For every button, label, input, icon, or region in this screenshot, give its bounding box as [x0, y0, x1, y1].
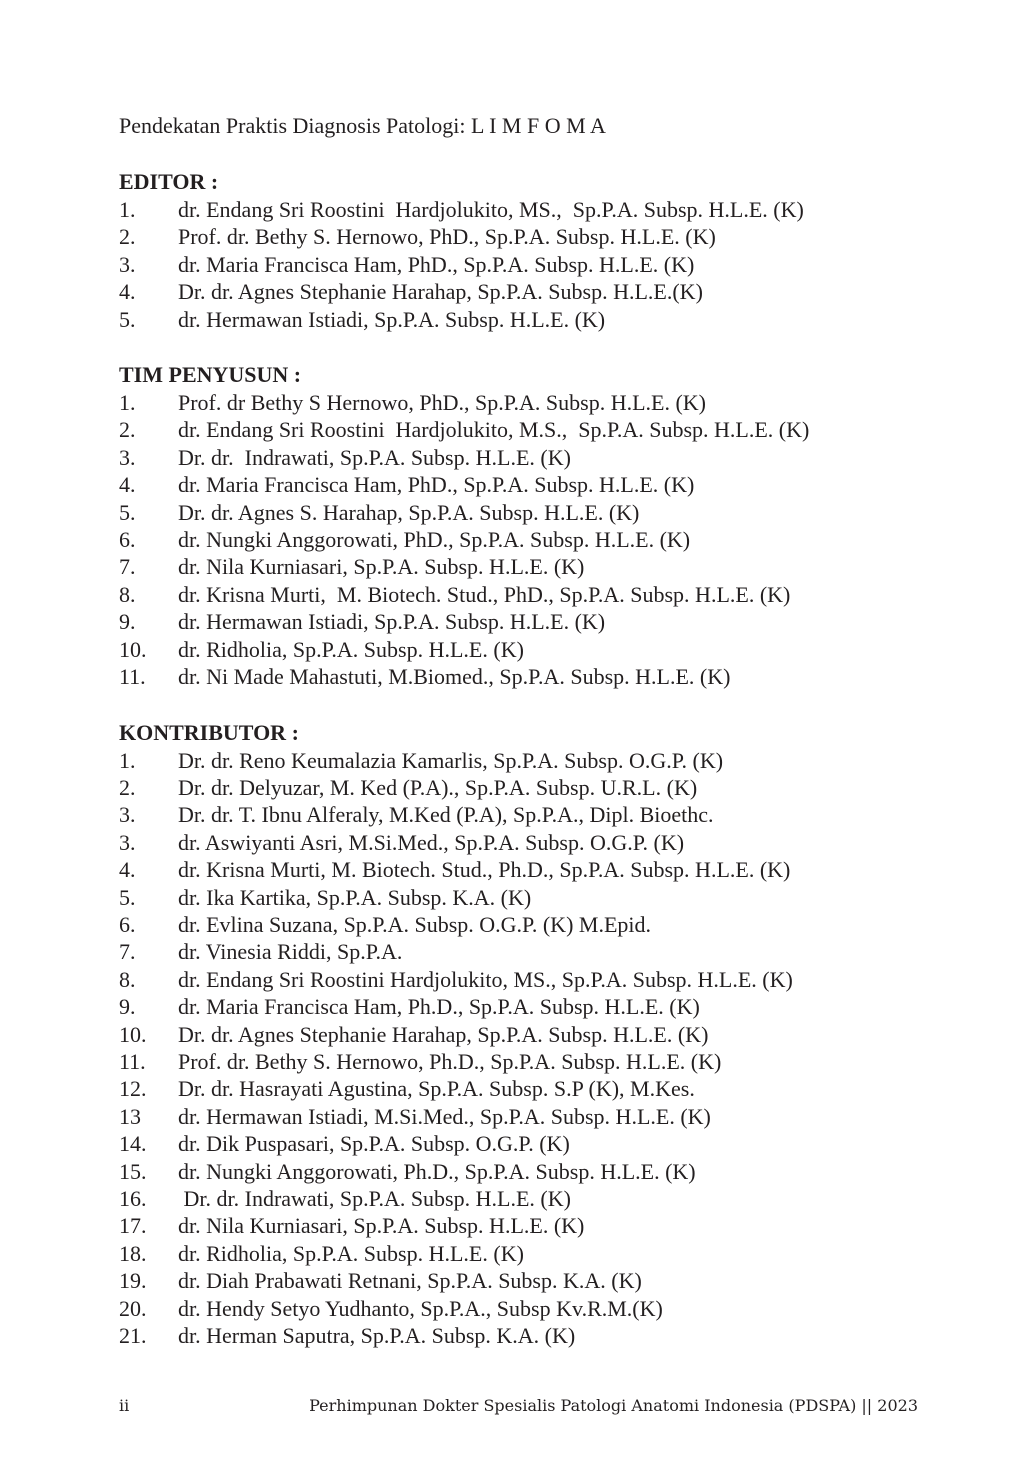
- item-number: 21.: [119, 1323, 147, 1349]
- list-item: [119, 389, 979, 416]
- item-name: dr. Diah Prabawati Retnani, Sp.P.A. Subsp. K.A. (K): [178, 1268, 642, 1294]
- book-title: Pendekatan Praktis Diagnosis Patologi: L I M F O M A: [119, 113, 606, 138]
- item-number: 3.: [119, 444, 136, 470]
- list-item: [119, 1130, 979, 1157]
- item-name: Dr. dr. Indrawati, Sp.P.A. Subsp. H.L.E. (K): [178, 1186, 571, 1211]
- list-item: [119, 223, 979, 250]
- item-number: 6.: [119, 527, 136, 553]
- list-item: [119, 196, 979, 223]
- item-number: 1.: [119, 390, 136, 416]
- list-item: [119, 1048, 979, 1075]
- item-name: Dr. dr. Reno Keumalazia Kamarlis, Sp.P.A. Subsp. O.G.P. (K): [178, 747, 724, 773]
- list-item: [119, 306, 979, 333]
- item-name: dr. Ridholia, Sp.P.A. Subsp. H.L.E. (K): [178, 636, 524, 662]
- item-number: 19.: [119, 1268, 147, 1294]
- list-item: [119, 278, 979, 305]
- item-number: 3.: [119, 251, 136, 277]
- list-item: [119, 471, 979, 498]
- item-name: dr. Krisna Murti, M. Biotech. Stud., Ph.D., Sp.P.A. Subsp. H.L.E. (K): [178, 857, 791, 883]
- item-name: dr. Hermawan Istiadi, Sp.P.A. Subsp. H.L.E. (K): [178, 609, 606, 635]
- item-name: dr. Nungki Anggorowati, PhD., Sp.P.A. Subsp. H.L.E. (K): [178, 527, 691, 553]
- item-name: Prof. dr Bethy S Hernowo, PhD., Sp.P.A. Subsp. H.L.E. (K): [178, 390, 707, 416]
- list-item: [119, 774, 979, 801]
- list-item: [119, 938, 979, 965]
- item-name: Dr. dr. Delyuzar, M. Ked (P.A)., Sp.P.A. Subsp. U.R.L. (K): [178, 774, 698, 800]
- name-list: [119, 389, 979, 690]
- item-name: dr. Vinesia Riddi, Sp.P.A.: [178, 939, 403, 965]
- item-number: 18.: [119, 1240, 147, 1266]
- list-item: [119, 1158, 979, 1185]
- list-item: [119, 966, 979, 993]
- item-number: 4.: [119, 472, 136, 498]
- list-item: [119, 1322, 979, 1349]
- list-item: [119, 1021, 979, 1048]
- list-item: [119, 499, 979, 526]
- section-editor: [119, 168, 979, 333]
- list-item: [119, 993, 979, 1020]
- list-item: [119, 251, 979, 278]
- list-item: [119, 1103, 979, 1130]
- item-number: 14.: [119, 1131, 147, 1157]
- list-item: [119, 1240, 979, 1267]
- item-name: dr. Hermawan Istiadi, M.Si.Med., Sp.P.A. Subsp. H.L.E. (K): [178, 1103, 711, 1129]
- item-number: 7.: [119, 554, 136, 580]
- item-number: 6.: [119, 911, 136, 937]
- name-list: [119, 196, 979, 333]
- item-number: 2.: [119, 224, 136, 250]
- item-number: 11.: [119, 1048, 146, 1074]
- item-name: dr. Maria Francisca Ham, Ph.D., Sp.P.A. Subsp. H.L.E. (K): [178, 994, 700, 1020]
- item-number: 15.: [119, 1158, 147, 1184]
- list-item: [119, 1075, 979, 1102]
- item-number: 9.: [119, 994, 136, 1020]
- item-name: dr. Endang Sri Roostini Hardjolukito, MS., Sp.P.A. Subsp. H.L.E. (K): [178, 966, 793, 992]
- item-name: dr. Nila Kurniasari, Sp.P.A. Subsp. H.L.E. (K): [178, 554, 585, 580]
- item-number: 2.: [119, 774, 136, 800]
- item-number: 1.: [119, 747, 136, 773]
- item-name: dr. Maria Francisca Ham, PhD., Sp.P.A. Subsp. H.L.E. (K): [178, 472, 695, 498]
- footer-publisher: Perhimpunan Dokter Spesialis Patologi Anatomi Indonesia (PDSPA) || 2023: [309, 1396, 918, 1415]
- list-item: [119, 829, 979, 856]
- item-name: dr. Ridholia, Sp.P.A. Subsp. H.L.E. (K): [178, 1240, 524, 1266]
- item-number: 13: [119, 1103, 141, 1129]
- item-number: 12.: [119, 1076, 147, 1102]
- item-name: dr. Nila Kurniasari, Sp.P.A. Subsp. H.L.E. (K): [178, 1213, 585, 1239]
- list-item: [119, 856, 979, 883]
- item-name: dr. Nungki Anggorowati, Ph.D., Sp.P.A. Subsp. H.L.E. (K): [178, 1158, 696, 1184]
- section-kontributor: [119, 719, 979, 1350]
- item-name: dr. Endang Sri Roostini Hardjolukito, M.S., Sp.P.A. Subsp. H.L.E. (K): [178, 417, 810, 443]
- section-heading: KONTRIBUTOR :: [119, 719, 299, 745]
- list-item: [119, 663, 979, 690]
- list-item: [119, 911, 979, 938]
- list-item: [119, 608, 979, 635]
- list-item: [119, 1185, 979, 1212]
- page-content: [119, 112, 979, 1349]
- item-name: dr. Endang Sri Roostini Hardjolukito, MS., Sp.P.A. Subsp. H.L.E. (K): [178, 197, 804, 222]
- list-item: [119, 553, 979, 580]
- item-name: dr. Aswiyanti Asri, M.Si.Med., Sp.P.A. Subsp. O.G.P. (K): [178, 829, 685, 855]
- item-name: dr. Hermawan Istiadi, Sp.P.A. Subsp. H.L.E. (K): [178, 306, 606, 332]
- item-name: dr. Maria Francisca Ham, PhD., Sp.P.A. Subsp. H.L.E. (K): [178, 251, 695, 277]
- item-number: 4.: [119, 279, 136, 305]
- item-name: Dr. dr. Indrawati, Sp.P.A. Subsp. H.L.E. (K): [178, 444, 571, 470]
- sections-container: [119, 168, 979, 1349]
- item-number: 2.: [119, 417, 136, 443]
- list-item: [119, 416, 979, 443]
- item-number: 17.: [119, 1213, 147, 1239]
- item-name: Dr. dr. T. Ibnu Alferaly, M.Ked (P.A), Sp.P.A., Dipl. Bioethc.: [178, 802, 714, 828]
- item-number: 9.: [119, 609, 136, 635]
- item-number: 7.: [119, 939, 136, 965]
- item-name: dr. Evlina Suzana, Sp.P.A. Subsp. O.G.P. (K) M.Epid.: [178, 911, 652, 937]
- item-number: 5.: [119, 499, 136, 525]
- item-number: 5.: [119, 306, 136, 332]
- list-item: [119, 581, 979, 608]
- list-item: [119, 444, 979, 471]
- item-name: dr. Krisna Murti, M. Biotech. Stud., PhD., Sp.P.A. Subsp. H.L.E. (K): [178, 581, 791, 607]
- list-item: [119, 636, 979, 663]
- item-name: dr. Dik Puspasari, Sp.P.A. Subsp. O.G.P. (K): [178, 1131, 570, 1157]
- list-item: [119, 1212, 979, 1239]
- item-name: dr. Herman Saputra, Sp.P.A. Subsp. K.A. (K): [178, 1323, 576, 1349]
- section-heading: EDITOR :: [119, 169, 219, 194]
- item-name: Dr. dr. Agnes Stephanie Harahap, Sp.P.A. Subsp. H.L.E.(K): [178, 279, 703, 305]
- list-item: [119, 1295, 979, 1322]
- name-list: [119, 747, 979, 1350]
- item-name: dr. Hendy Setyo Yudhanto, Sp.P.A., Subsp Kv.R.M.(K): [178, 1295, 663, 1321]
- item-number: 3.: [119, 829, 136, 855]
- list-item: [119, 747, 979, 774]
- section-heading: TIM PENYUSUN :: [119, 362, 302, 388]
- list-item: [119, 526, 979, 553]
- item-name: Dr. dr. Agnes Stephanie Harahap, Sp.P.A. Subsp. H.L.E. (K): [178, 1021, 709, 1047]
- list-item: [119, 884, 979, 911]
- item-number: 1.: [119, 197, 136, 222]
- item-number: 4.: [119, 857, 136, 883]
- item-number: 20.: [119, 1295, 147, 1321]
- item-name: dr. Ika Kartika, Sp.P.A. Subsp. K.A. (K): [178, 884, 532, 910]
- page-footer: [119, 1396, 918, 1415]
- item-name: dr. Ni Made Mahastuti, M.Biomed., Sp.P.A. Subsp. H.L.E. (K): [178, 664, 731, 690]
- item-name: Prof. dr. Bethy S. Hernowo, PhD., Sp.P.A. Subsp. H.L.E. (K): [178, 224, 716, 250]
- item-number: 5.: [119, 884, 136, 910]
- list-item: [119, 1267, 979, 1294]
- item-number: 8.: [119, 581, 136, 607]
- item-number: 10.: [119, 1021, 147, 1047]
- item-number: 10.: [119, 636, 147, 662]
- item-number: 16.: [119, 1186, 147, 1211]
- item-name: Prof. dr. Bethy S. Hernowo, Ph.D., Sp.P.A. Subsp. H.L.E. (K): [178, 1048, 722, 1074]
- item-number: 11.: [119, 664, 146, 690]
- section-tim-penyusun: [119, 361, 979, 690]
- item-name: Dr. dr. Agnes S. Harahap, Sp.P.A. Subsp. H.L.E. (K): [178, 499, 640, 525]
- item-number: 8.: [119, 966, 136, 992]
- list-item: [119, 801, 979, 828]
- page-number: ii: [119, 1396, 130, 1415]
- item-name: Dr. dr. Hasrayati Agustina, Sp.P.A. Subsp. S.P (K), M.Kes.: [178, 1076, 695, 1102]
- item-number: 3.: [119, 802, 136, 828]
